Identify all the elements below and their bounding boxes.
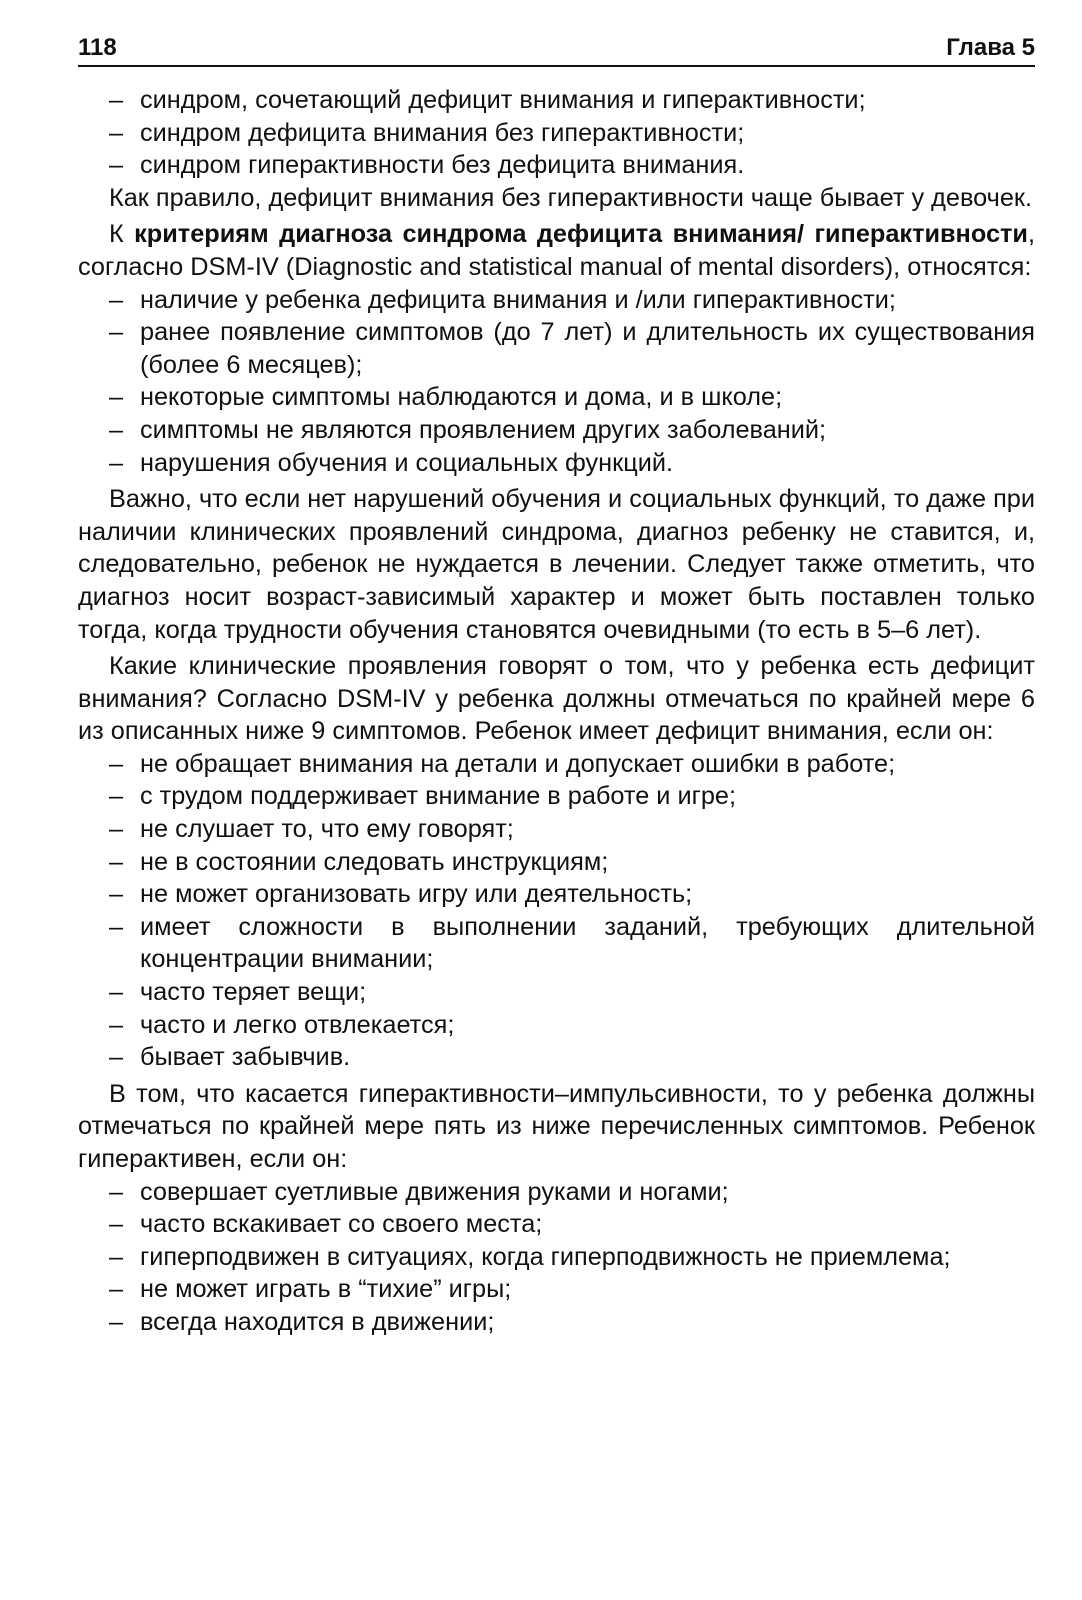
dash: – [109,118,124,147]
running-head [78,34,1035,67]
dash: – [109,1210,124,1239]
list-item: – некоторые симптомы наблюдаются и дома, и в школе; [78,381,1035,414]
dash: – [109,448,124,477]
criteria-list [78,284,1035,480]
list-item: – не слушает то, что ему говорят; [78,813,1035,846]
list-item: – наличие у ребенка дефицита внимания и /или гиперактивности; [78,284,1035,317]
list-item: – не может организовать игру или деятельность; [78,878,1035,911]
dash: – [109,86,124,114]
dash: – [109,847,124,876]
chapter-title: Глава 5 [946,34,1035,61]
dash: – [109,1043,124,1072]
paragraph: Как правило, дефицит внимания без гиперактивности чаще бывает у девочек. [109,183,1032,212]
paragraph: В том, что касается гиперактивности–импульсивности, то у ребенка должны отмечаться по крайней мере пять из ниже перечисленных симптомов. Ребенок гиперактивен, если он: [78,1079,1035,1173]
body-text [78,84,1035,1339]
list-item: – с трудом поддерживает внимание в работе и игре; [78,780,1035,813]
paragraph: Какие клинические проявления говорят о том, что у ребенка есть дефицит внимания? Согласно DSM-IV у ребенка должны отмечаться по крайней мере 6 из описанных ниже 9 симптомов. Ребенок имеет дефицит внимания, если он: [78,652,1035,746]
list-item: – не может играть в “тихие” игры; [78,1273,1035,1306]
dash: – [109,1010,124,1039]
dash: – [109,880,124,909]
dash: – [109,1177,124,1206]
list-item: – симптомы не являются проявлением других заболеваний; [78,414,1035,447]
criteria-paragraph: К критериям диагноза синдрома дефицита внимания/ гиперактивности, согласно DSM-IV (Diagnostic and statistical manual of mental disorders), относятся: [78,220,1035,281]
list-item: – гиперподвижен в ситуациях, когда гиперподвижность не приемлема; [78,1241,1035,1274]
list-item: – часто и легко отвлекается; [78,1009,1035,1042]
list-item: – часто теряет вещи; [78,976,1035,1009]
hyperactivity-symptoms-list [78,1176,1035,1339]
dash: – [109,151,124,180]
list-item: – синдром дефицита внимания без гиперактивности; [78,117,1035,150]
dash: – [109,1307,124,1336]
dash: – [109,383,124,412]
bold-term: критериям диагноза синдрома дефицита внимания/ гиперактивности [134,220,1028,249]
page-number: 118 [78,34,117,61]
attention-deficit-symptoms-list [78,748,1035,1074]
dash: – [109,1242,124,1271]
list-item: – не в состоянии следовать инструкциям; [78,846,1035,879]
list-item: – не обращает внимания на детали и допускает ошибки в работе; [78,748,1035,781]
dash: – [109,318,124,347]
dash: – [109,978,124,1007]
list-item: – часто вскакивает со своего места; [78,1208,1035,1241]
list-item: – бывает забывчив. [78,1041,1035,1074]
dash: – [109,749,124,778]
adhd-types-list [78,84,1035,182]
list-item: – ранее появление симптомов (до 7 лет) и длительность их существования (более 6 месяцев); [109,318,1035,379]
list-item: – имеет сложности в выполнении заданий, требующих длительной концентрации внимании; [109,912,1035,974]
list-item: – нарушения обучения и социальных функций. [78,447,1035,480]
list-item: – совершает суетливые движения руками и ногами; [78,1176,1035,1209]
dash: – [109,285,124,314]
list-item: – всегда находится в движении; [78,1306,1035,1339]
dash: – [109,782,124,811]
paragraph: Важно, что если нет нарушений обучения и социальных функций, то даже при наличии клинических проявлений синдрома, диагноз ребенку не ставится, и, следовательно, ребенок не нуждается в лечении. Следует также отметить, что диагноз носит возраст-зависимый характер и может быть поставлен только тогда, когда трудности обучения становятся очевидными (то есть в 5–6 лет). [78,485,1035,644]
dash: – [109,415,124,444]
dash: – [109,1275,124,1304]
list-item: – синдром, сочетающий дефицит внимания и гиперактивности; [78,84,1035,117]
dash: – [109,815,124,844]
list-item: – синдром гиперактивности без дефицита внимания. [78,149,1035,182]
dash: – [109,912,124,941]
